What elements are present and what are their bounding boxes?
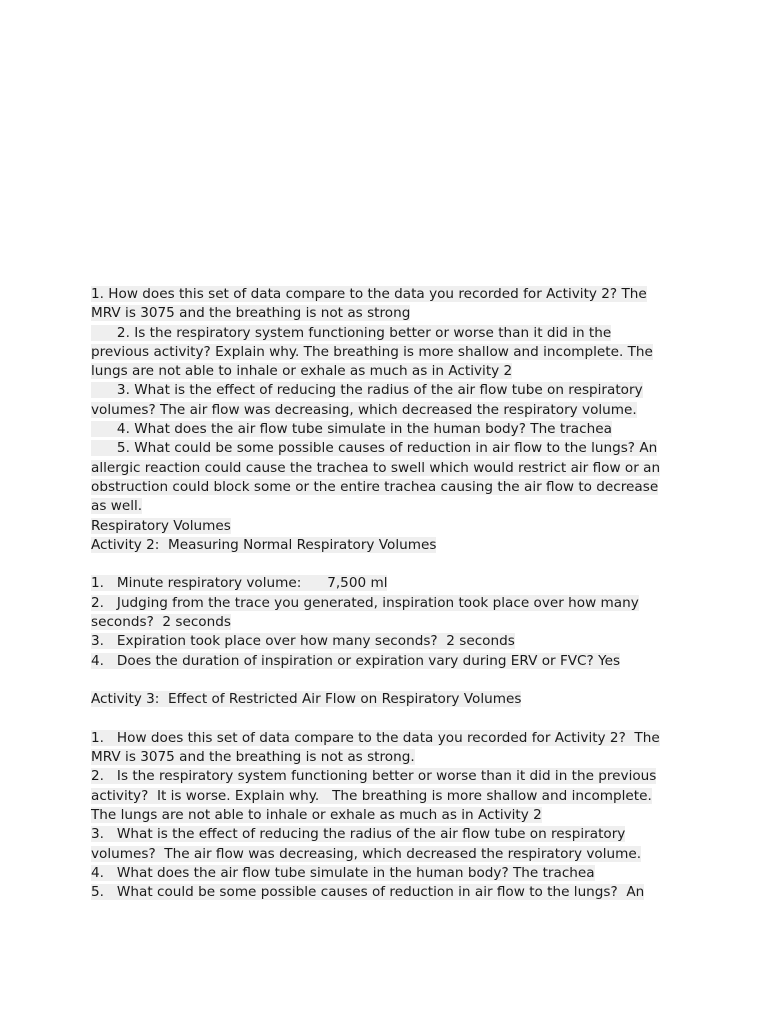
text-line: 2. Is the respiratory system functioning better or worse than it did in the (91, 324, 612, 341)
activity-heading: Activity 3: Effect of Restricted Air Flow on Respiratory Volumes (91, 691, 522, 708)
text-line: volumes? The air flow was decreasing, which decreased the respiratory volume. (91, 401, 637, 418)
text-line: allergic reaction could cause the trachea to swell which would restrict air flow or an (91, 459, 661, 476)
text-line: 4. What does the air flow tube simulate in the human body? The trachea (91, 421, 612, 438)
question-line: 4. Does the duration of inspiration or expiration vary during ERV or FVC? Yes (91, 652, 621, 669)
text-line: as well. (91, 498, 143, 515)
question-line: 1. Minute respiratory volume: 7,500 ml (91, 575, 388, 592)
text-line: previous activity? Explain why. The breathing is more shallow and incomplete. The (91, 343, 653, 360)
question-line: MRV is 3075 and the breathing is not as strong. (91, 749, 415, 766)
blank-line (91, 555, 687, 574)
text-line: 1. How does this set of data compare to the data you recorded for Activity 2? The (91, 286, 647, 302)
question-line: activity? It is worse. Explain why. The breathing is more shallow and incomplete. (91, 787, 652, 804)
question-line: 2. Is the respiratory system functioning better or worse than it did in the previous (91, 768, 657, 785)
blank-line (91, 671, 687, 690)
question-line: 5. What could be some possible causes of reduction in air flow to the lungs? An (91, 884, 645, 901)
text-line: MRV is 3075 and the breathing is not as strong (91, 305, 411, 322)
activity-heading: Activity 2: Measuring Normal Respiratory Volumes (91, 536, 437, 553)
question-line: 1. How does this set of data compare to the data you recorded for Activity 2? The (91, 729, 660, 746)
text-line: 5. What could be some possible causes of reduction in air flow to the lungs? An (91, 440, 658, 457)
question-line: 4. What does the air flow tube simulate in the human body? The trachea (91, 864, 595, 881)
document-body (91, 285, 687, 903)
question-line: seconds? 2 seconds (91, 614, 231, 631)
question-line: volumes? The air flow was decreasing, which decreased the respiratory volume. (91, 845, 642, 862)
blank-line (91, 710, 687, 729)
question-line: The lungs are not able to inhale or exhale as much as in Activity 2 (91, 807, 542, 824)
section-heading: Respiratory Volumes (91, 517, 231, 534)
question-line: 3. What is the effect of reducing the radius of the air flow tube on respiratory (91, 826, 626, 843)
question-line: 3. Expiration took place over how many seconds? 2 seconds (91, 633, 515, 650)
text-line: obstruction could block some or the entire trachea causing the air flow to decrease (91, 478, 659, 495)
question-line: 2. Judging from the trace you generated, inspiration took place over how many (91, 594, 639, 611)
text-line: 3. What is the effect of reducing the radius of the air flow tube on respiratory (91, 382, 643, 399)
text-line: lungs are not able to inhale or exhale as much as in Activity 2 (91, 363, 513, 380)
